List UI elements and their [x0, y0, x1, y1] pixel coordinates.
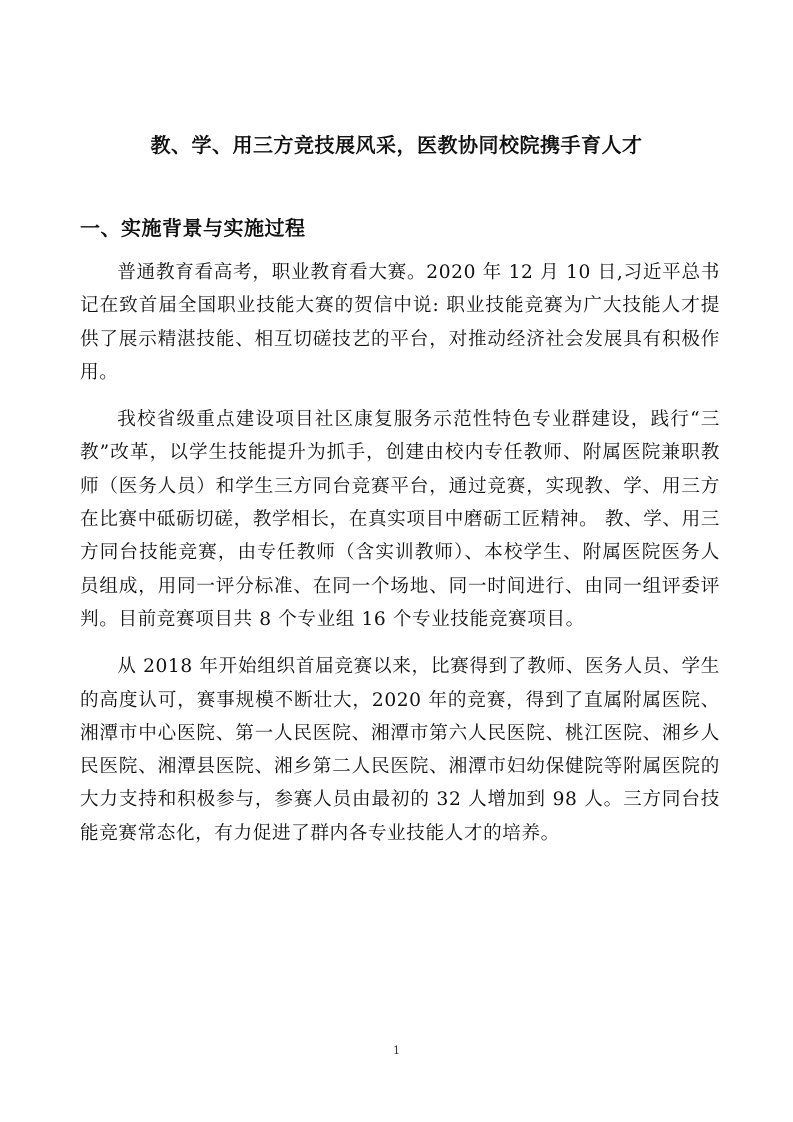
document-title: 教、学、用三方竞技展风采，医教协同校院携手育人才 — [150, 133, 643, 157]
page-number: 1 — [393, 1044, 400, 1057]
section-heading: 一、实施背景与实施过程 — [80, 216, 306, 240]
paragraph-background: 普通教育看高考，职业教育看大赛。2020 年 12 月 10 日,习近平总书记在致首届全国职业技能大赛的贺信中说: 职业技能竞赛为广大技能人才提供了展示精湛技能、相互切磋技艺的平台，对推动经济社会发展具有积极作用。 — [80, 262, 720, 383]
paragraph-competition-platform: 我校省级重点建设项目社区康复服务示范性特色专业群建设，践行“三教”改革，以学生技能提升为抓手，创建由校内专任教师、附属医院兼职教师（医务人员）和学生三方同台竞赛平台，通过竞赛，实现教、学、用三方在比赛中砥砺切磋，教学相长，在真实项目中磨砺工匠精神。 教、学、用三方同台技能竞赛，由专任教师（含实训教师）、本校学生、附属医院医务人员组成，用同一评分标准、在同一个场地、同一时间进行、由同一组评委评判。目前竞赛项目共 8 个专业组 16 个专业技能竞赛项目。 — [80, 409, 720, 630]
paragraph-competition-history: 从 2018 年开始组织首届竞赛以来，比赛得到了教师、医务人员、学生的高度认可，赛事规模不断壮大，2020 年的竞赛，得到了直属附属医院、湘潭市中心医院、第一人民医院、湘潭市第六人民医院、桃江医院、湘乡人民医院、湘潭县医院、湘乡第二人民医院、湘潭市妇幼保健院等附属医院的大力支持和积极参与，参赛人员由最初的 32 人增加到 98 人。三方同台技能竞赛常态化，有力促进了群内各专业技能人才的培养。 — [80, 656, 720, 844]
body-text — [80, 256, 720, 864]
